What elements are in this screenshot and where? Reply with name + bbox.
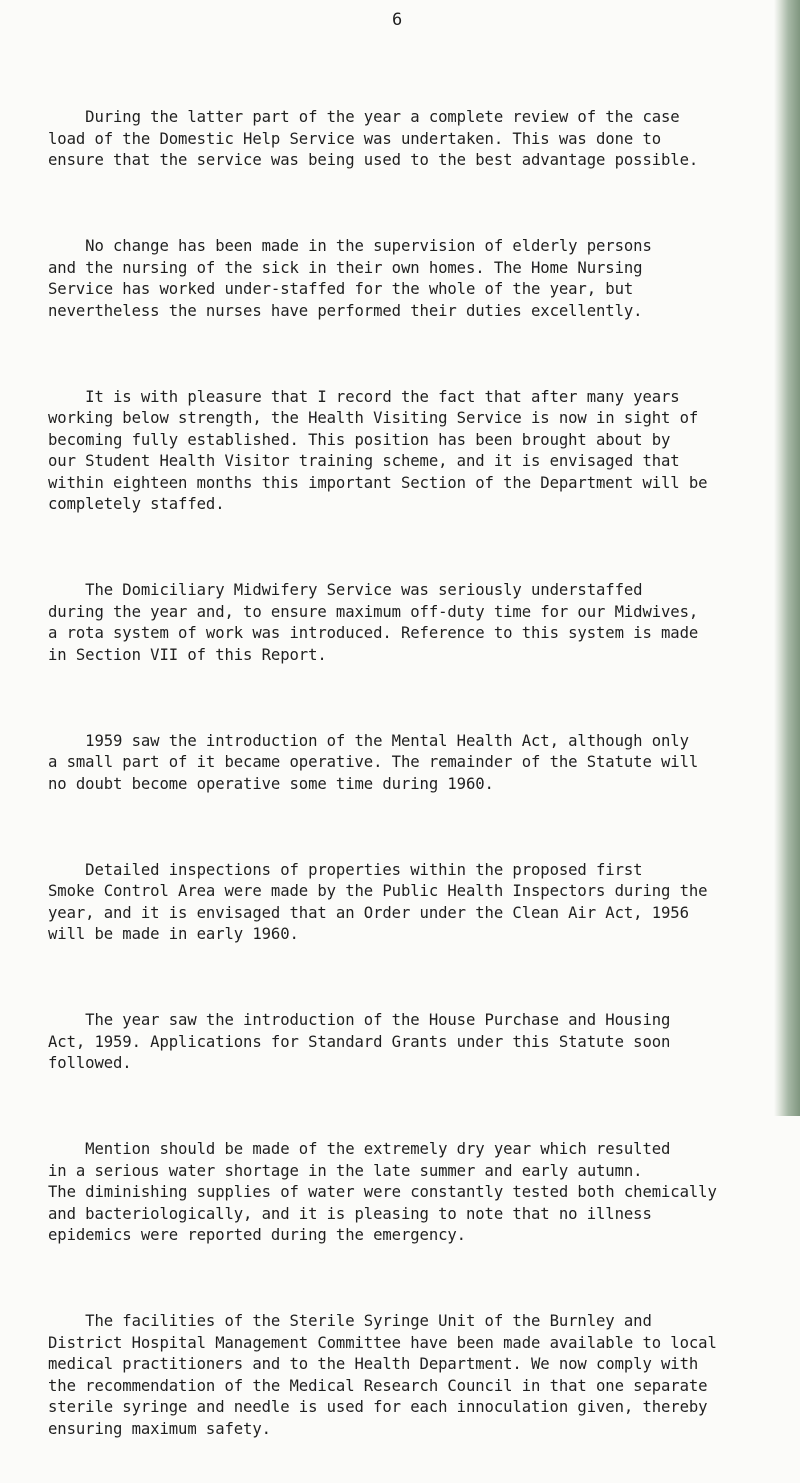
paragraph-home-nursing: No change has been made in the supervision of elderly persons and the nursing of the sick in their own homes. The Home Nursing Service has worked under-staffed for the whole of the year, but nevertheless the nurses have performed their duties excellently. — [48, 237, 652, 320]
paragraph-water-shortage: Mention should be made of the extremely dry year which resulted in a serious water shortage in the late summer and early autumn. The diminishing supplies of water were constantly tested both chemically and bacteriologically, and it is pleasing to note that no illness epidemics were reported during the emergency. — [48, 1140, 717, 1244]
paragraph-smoke-control: Detailed inspections of properties within the proposed first Smoke Control Area were made by the Public Health Inspectors during the year, and it is envisaged that an Order under the Clean Air Act, 1956 will be made in early 1960. — [48, 860, 708, 943]
paragraph-health-visiting: It is with pleasure that I record the fact that after many years working below strength, the Health Visiting Service is now in sight of becoming fully established. This position has been brought about by our Student Health Visitor training scheme, and it is envisaged that within eighteen months this important Section of the Department will be completely staffed. — [48, 387, 708, 513]
paragraph-midwifery: The Domiciliary Midwifery Service was seriously understaffed during the year and, to ensure maximum off-duty time for our Midwives, a rota system of work was introduced. Reference to this system is made in Section VII of this Report. — [48, 581, 699, 664]
scanned-page-edge — [774, 0, 800, 1116]
paragraph-sterile-syringe: The facilities of the Sterile Syringe Unit of the Burnley and District Hospital Management Committee have been made available to local medical practitioners and to the Health Department. We now comply with the recommendation of the Medical Research Council in that one separate sterile syringe and needle is used for each innoculation given, thereby ensuring maximum safety. — [48, 1312, 717, 1438]
page-number: 6 — [392, 10, 403, 30]
paragraph-mental-health: 1959 saw the introduction of the Mental Health Act, although only a small part of it became operative. The remainder of the Statute will no doubt become operative some time during 1960. — [48, 731, 699, 793]
body-text — [48, 64, 772, 1483]
paragraph-domestic-help: During the latter part of the year a complete review of the case load of the Domestic Help Service was undertaken. This was done to ensure that the service was being used to the best advantage possible. — [48, 108, 699, 169]
paragraph-housing-act: The year saw the introduction of the House Purchase and Housing Act, 1959. Applications for Standard Grants under this Statute soon followed. — [48, 1011, 671, 1072]
